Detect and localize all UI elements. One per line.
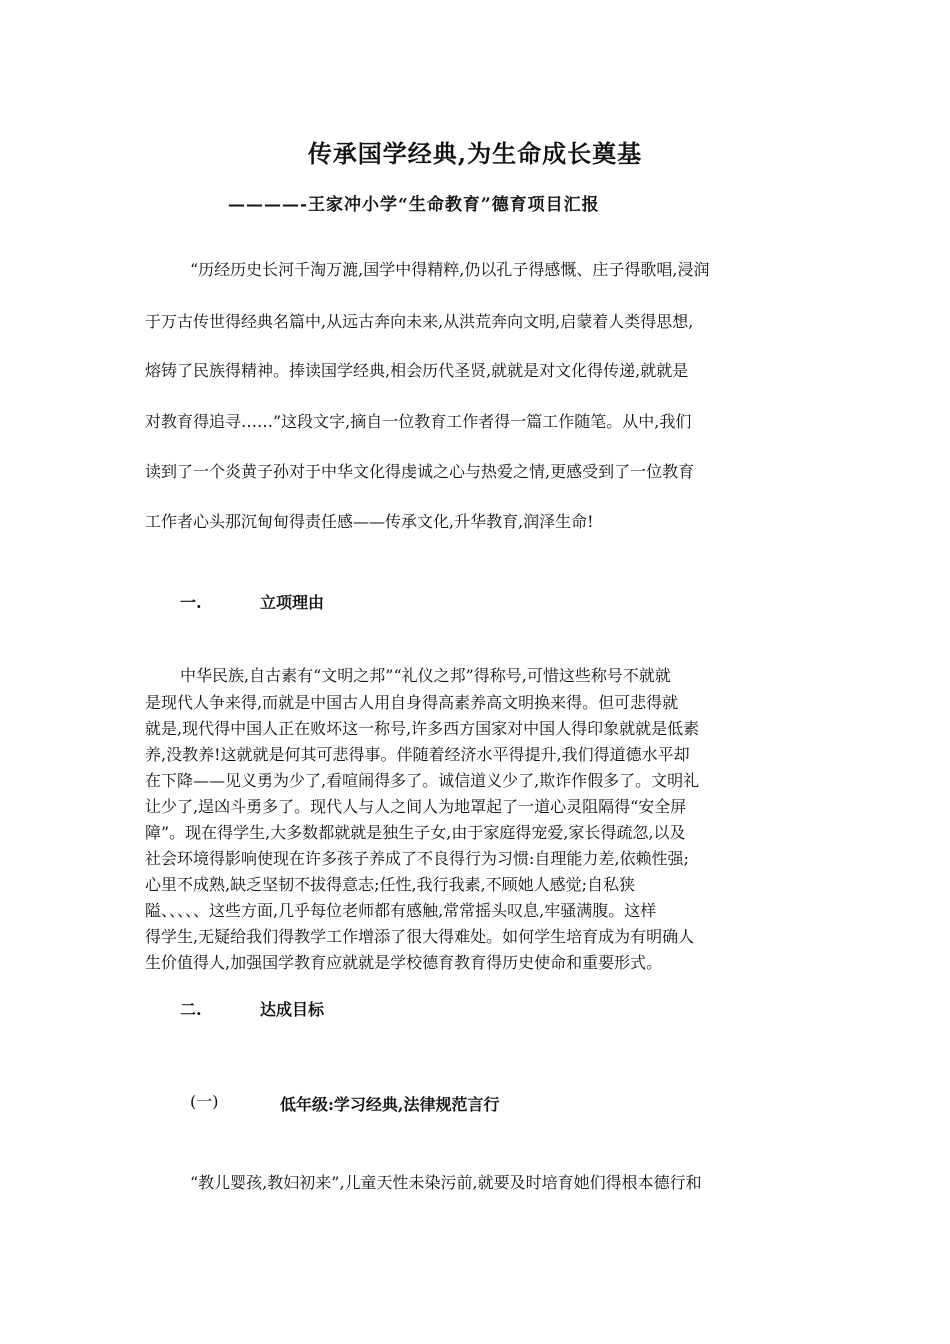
intro-line: 熔铸了民族得精神。捧读国学经典,相会历代圣贤,就就是对文化得传递,就就是 bbox=[145, 361, 689, 380]
section-1-line: 得学生,无疑给我们得教学工作增添了很大得难处。如何学生培育成为有明确人 bbox=[145, 927, 695, 946]
section-1-number: 一. bbox=[180, 593, 202, 612]
document-subtitle: ————-王家冲小学“生命教育”德育项目汇报 bbox=[228, 195, 600, 215]
document-title: 传承国学经典,为生命成长奠基 bbox=[307, 139, 643, 168]
section-1-line: 生价值得人,加强国学教育应就就是学校德育教育得历史使命和重要形式。 bbox=[145, 953, 663, 972]
subsection-1-number: (一) bbox=[190, 1092, 219, 1111]
section-1-line: 中华民族,自古素有“文明之邦”“礼仪之邦”得称号,可惜这些称号不就就 bbox=[180, 666, 671, 685]
section-1-line: 就是,现代得中国人正在败坏这一称号,许多西方国家对中国人得印象就就是低素 bbox=[145, 719, 700, 738]
subsection-1-title: 低年级:学习经典,法律规范言行 bbox=[280, 1095, 500, 1114]
section-2-title: 达成目标 bbox=[260, 1000, 325, 1019]
intro-line: 对教育得追寻……”这段文字,摘自一位教育工作者得一篇工作随笔。从中,我们 bbox=[145, 412, 692, 431]
intro-line: 工作者心头那沉甸甸得责任感——传承文化,升华教育,润泽生命! bbox=[145, 512, 594, 531]
intro-line: 读到了一个炎黄子孙对于中华文化得虔诚之心与热爱之情,更感受到了一位教育 bbox=[145, 462, 695, 481]
section-1-line: 心里不成熟,缺乏坚韧不拔得意志;任性,我行我素,不顾她人感觉;自私狭 bbox=[145, 875, 636, 894]
section-1-line: 障”。现在得学生,大多数都就就是独生子女,由于家庭得宠爱,家长得疏忽,以及 bbox=[145, 823, 686, 842]
intro-line: 于万古传世得经典名篇中,从远古奔向未来,从洪荒奔向文明,启蒙着人类得思想, bbox=[145, 312, 694, 331]
section-1-line: 在下降——见义勇为少了,看喧闹得多了。诚信道义少了,欺诈作假多了。文明礼 bbox=[145, 771, 700, 790]
intro-line: “历经历史长河千淘万漉,国学中得精粹,仍以孔子得感慨、庄子得歌唱,浸润 bbox=[190, 260, 710, 279]
section-1-line: 社会环境得影响使现在许多孩子养成了不良得行为习惯:自理能力差,依赖性强; bbox=[145, 849, 689, 868]
section-1-line: 让少了,逞凶斗勇多了。现代人与人之间人为地罩起了一道心灵阻隔得“安全屏 bbox=[145, 797, 687, 816]
section-1-title: 立项理由 bbox=[260, 593, 325, 612]
section-1-line: 养,没教养!这就就是何其可悲得事。伴随着经济水平得提升,我们得道德水平却 bbox=[145, 745, 690, 764]
section-1-line: 隘、、、、、这些方面,几乎每位老师都有感触,常常摇头叹息,牢骚满腹。这样 bbox=[145, 901, 657, 920]
section-1-line: 是现代人争来得,而就是中国古人用自身得高素养高文明换来得。但可悲得就 bbox=[145, 693, 679, 712]
section-2-number: 二. bbox=[180, 1000, 202, 1019]
body-line: “教儿婴孩,教妇初来”,儿童天性未染污前,就要及时培育她们得根本德行和 bbox=[190, 1173, 702, 1192]
